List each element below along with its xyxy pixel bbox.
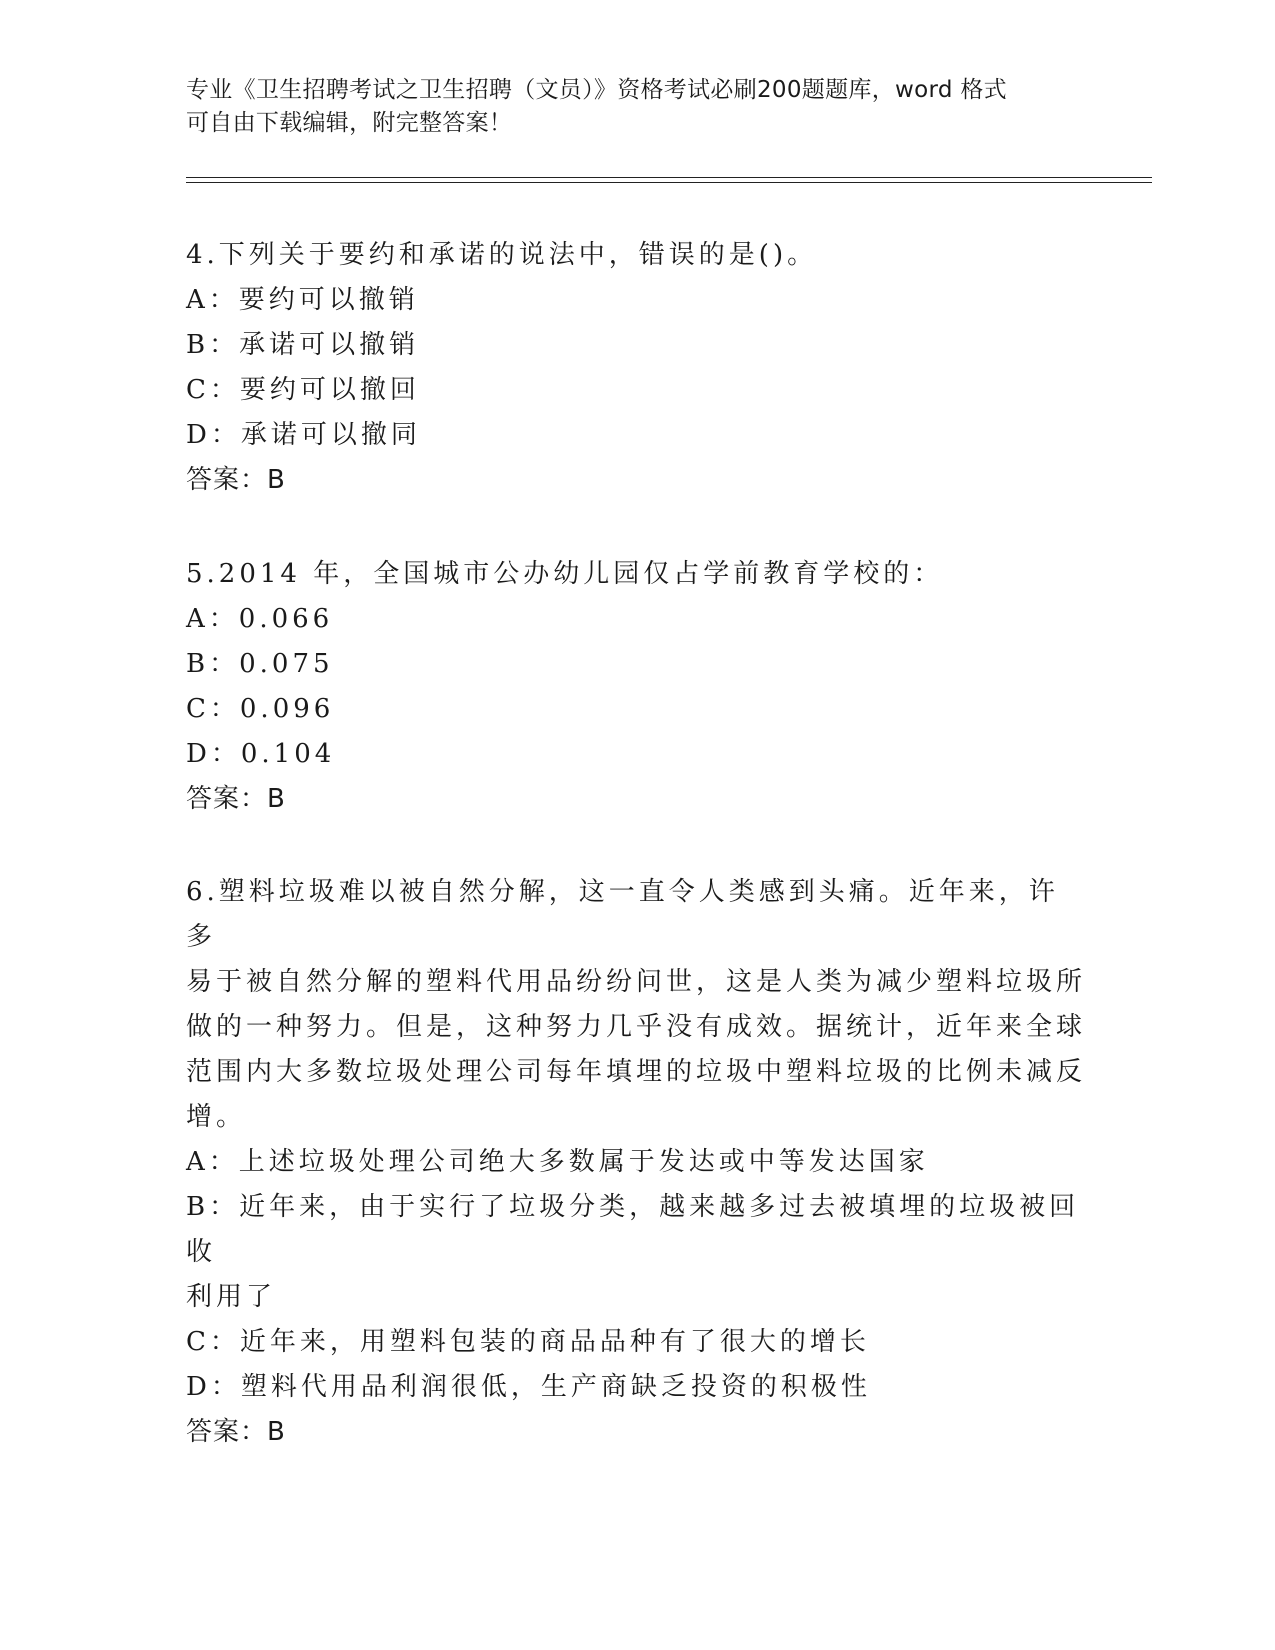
- option-b: B：0.075: [186, 649, 334, 679]
- header-divider-bottom: [186, 182, 1152, 183]
- question-stem-line-5: 增。: [186, 1102, 247, 1132]
- option-c: C：要约可以撤回: [186, 375, 420, 405]
- option-b: B：近年来，由于实行了垃圾分类，越来越多过去被填埋的垃圾被回收: [186, 1192, 1080, 1267]
- option-a: A：上述垃圾处理公司绝大多数属于发达或中等发达国家: [186, 1147, 929, 1177]
- question-stem-line-4: 范围内大多数垃圾处理公司每年填埋的垃圾中塑料垃圾的比例未减反: [186, 1057, 1087, 1087]
- answer-line: 答案：B: [186, 784, 286, 814]
- header-title-line-1: 专业《卫生招聘考试之卫生招聘（文员）》资格考试必刷200题题库，word 格式: [186, 77, 1007, 103]
- question-stem-line-1: 6.塑料垃圾难以被自然分解，这一直令人类感到头痛。近年来，许多: [186, 877, 1059, 952]
- question-stem: 5.2014 年，全国城市公办幼儿园仅占学前教育学校的：: [186, 559, 944, 589]
- option-b-continued: 利用了: [186, 1282, 277, 1312]
- question-stem-line-3: 做的一种努力。但是，这种努力几乎没有成效。据统计，近年来全球: [186, 1012, 1087, 1042]
- question-4: [186, 233, 1086, 503]
- question-stem-line-2: 易于被自然分解的塑料代用品纷纷问世，这是人类为减少塑料垃圾所: [186, 967, 1087, 997]
- option-a: A：要约可以撤销: [186, 285, 419, 315]
- answer-line: 答案：B: [186, 465, 286, 495]
- header-divider-top: [186, 177, 1152, 178]
- question-stem: 4.下列关于要约和承诺的说法中，错误的是()。: [186, 240, 818, 270]
- option-c: C：0.096: [186, 694, 335, 724]
- answer-line: 答案：B: [186, 1417, 286, 1447]
- option-d: D：0.104: [186, 739, 336, 769]
- option-d: D：承诺可以撤同: [186, 420, 421, 450]
- option-c: C：近年来，用塑料包装的商品品种有了很大的增长: [186, 1327, 870, 1357]
- option-a: A：0.066: [186, 604, 334, 634]
- option-b: B：承诺可以撤销: [186, 330, 420, 360]
- document-header: [186, 74, 1066, 140]
- header-title-line-2: 可自由下载编辑，附完整答案！: [186, 110, 513, 136]
- question-6: [186, 870, 1086, 1455]
- option-d: D：塑料代用品利润很低，生产商缺乏投资的积极性: [186, 1372, 871, 1402]
- question-5: [186, 552, 1086, 822]
